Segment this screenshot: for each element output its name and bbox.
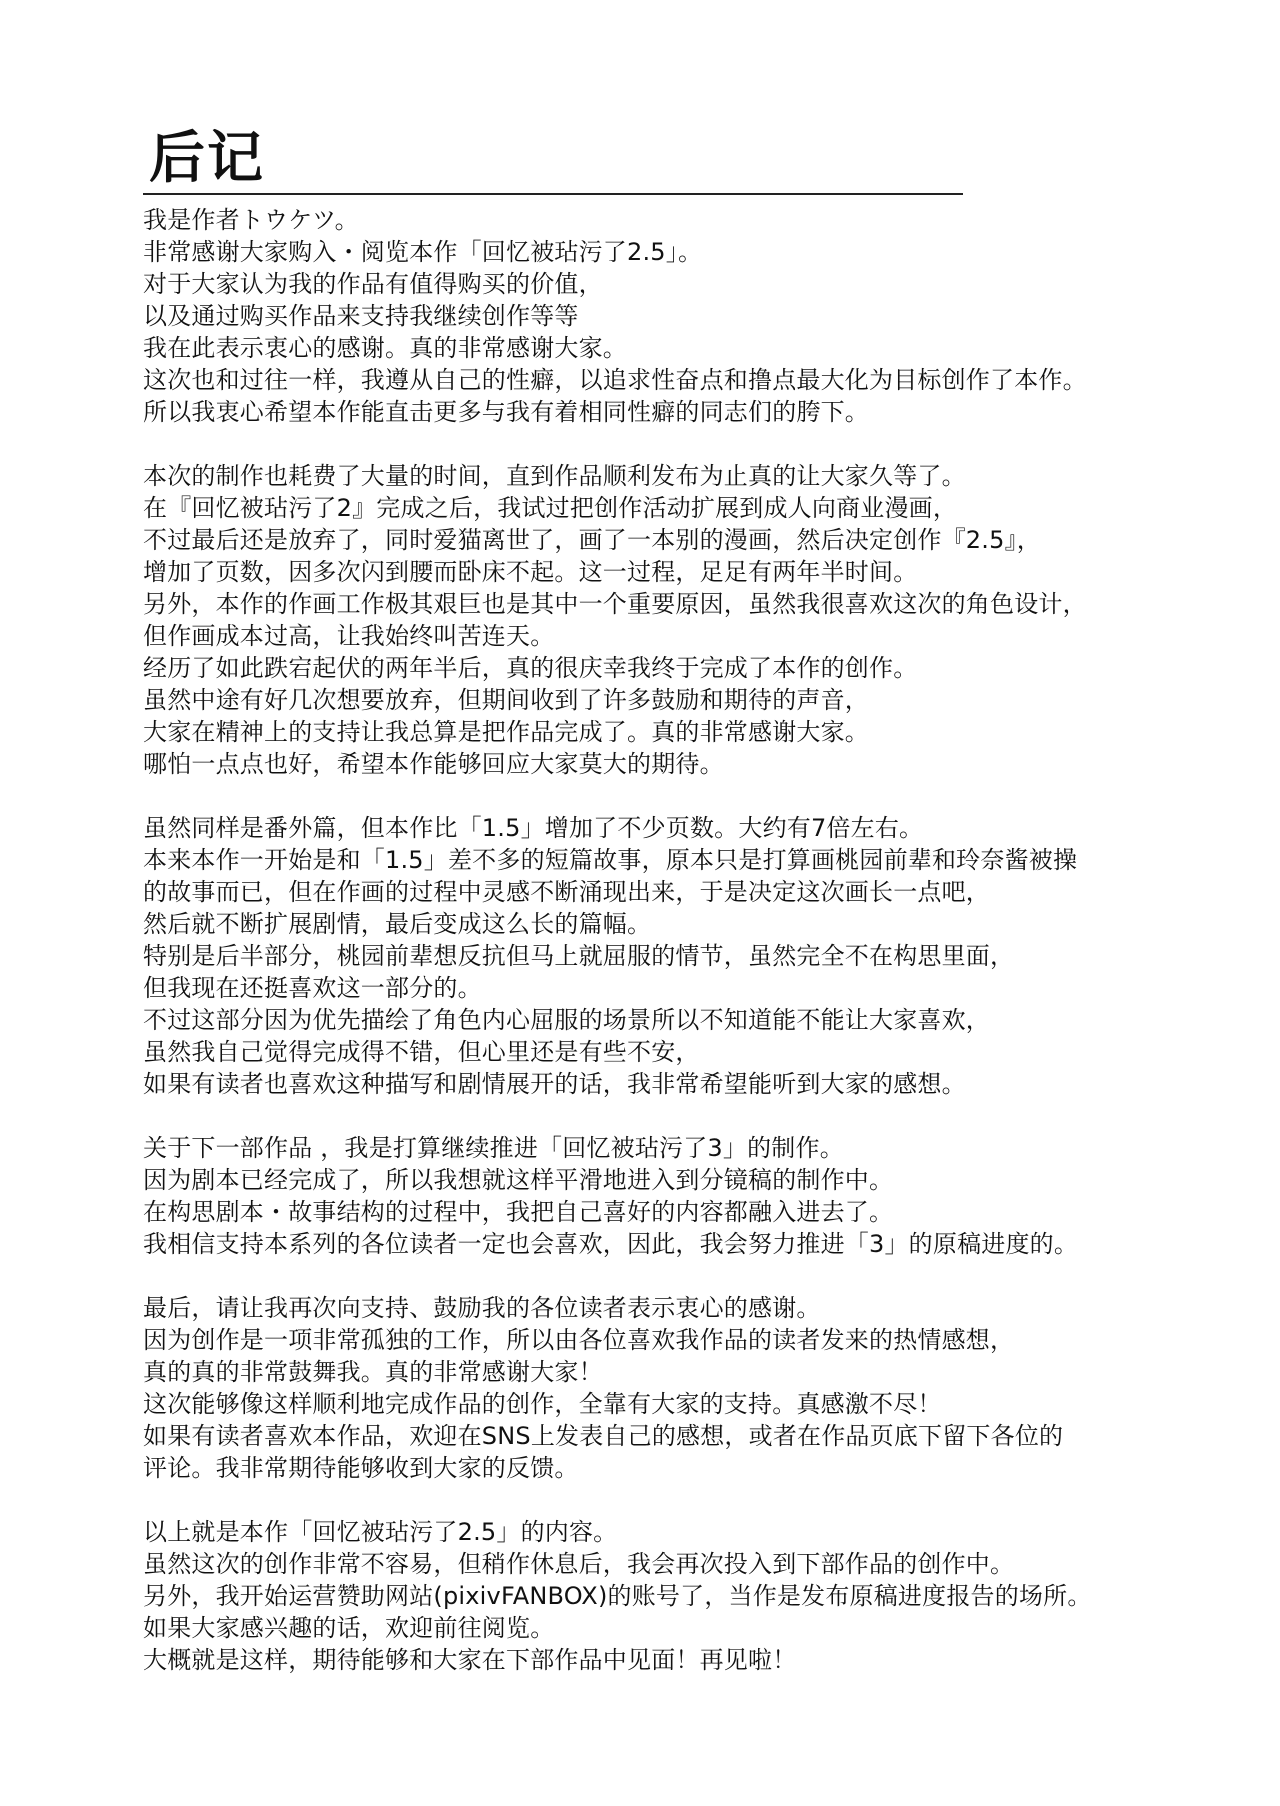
text-line: 不过这部分因为优先描绘了角色内心屈服的场景所以不知道能不能让大家喜欢，: [143, 1006, 990, 1034]
paragraph-2: [143, 460, 1223, 780]
text-line: 经历了如此跌宕起伏的两年半后，真的很庆幸我终于完成了本作的创作。: [143, 654, 918, 682]
text-line: 我在此表示衷心的感谢。真的非常感谢大家。: [143, 334, 627, 362]
page-title: 后记: [149, 126, 265, 191]
paragraph-3: [143, 812, 1223, 1100]
text-line: 评论。我非常期待能够收到大家的反馈。: [143, 1454, 579, 1482]
text-line: 以及通过购买作品来支持我继续创作等等: [143, 302, 579, 330]
text-line: 的故事而已，但在作画的过程中灵感不断涌现出来，于是决定这次画长一点吧，: [143, 878, 990, 906]
text-line: 大概就是这样，期待能够和大家在下部作品中见面！再见啦！: [143, 1646, 797, 1674]
text-line: 对于大家认为我的作品有值得购买的价值，: [143, 270, 603, 298]
text-line: 如果有读者喜欢本作品，欢迎在SNS上发表自己的感想，或者在作品页底下留下各位的: [143, 1422, 1064, 1450]
text-line: 但作画成本过高，让我始终叫苦连天。: [143, 622, 555, 650]
text-line: 虽然我自己觉得完成得不错，但心里还是有些不安，: [143, 1038, 700, 1066]
afterword-body: [143, 204, 1223, 1708]
title-underline: [143, 193, 963, 195]
paragraph-5: [143, 1292, 1223, 1484]
text-line: 大家在精神上的支持让我总算是把作品完成了。真的非常感谢大家。: [143, 718, 869, 746]
text-line: 这次能够像这样顺利地完成作品的创作，全靠有大家的支持。真感激不尽！: [143, 1390, 942, 1418]
text-line: 在『回忆被玷污了2』完成之后，我试过把创作活动扩展到成人向商业漫画，: [143, 494, 958, 522]
text-line: 关于下一部作品 ，我是打算继续推进「回忆被玷污了3」的制作。: [143, 1134, 844, 1162]
text-line: 如果大家感兴趣的话，欢迎前往阅览。: [143, 1614, 555, 1642]
text-line: 在构思剧本・故事结构的过程中，我把自己喜好的内容都融入进去了。: [143, 1198, 894, 1226]
text-line: 我是作者トウケツ。: [143, 206, 359, 234]
text-line: 因为剧本已经完成了，所以我想就这样平滑地进入到分镜稿的制作中。: [143, 1166, 894, 1194]
text-line: 增加了页数，因多次闪到腰而卧床不起。这一过程，足足有两年半时间。: [143, 558, 918, 586]
text-line: 最后，请让我再次向支持、鼓励我的各位读者表示衷心的感谢。: [143, 1294, 821, 1322]
text-line: 另外，本作的作画工作极其艰巨也是其中一个重要原因，虽然我很喜欢这次的角色设计，: [143, 590, 1087, 618]
text-line: 虽然中途有好几次想要放弃，但期间收到了许多鼓励和期待的声音，: [143, 686, 869, 714]
text-line: 不过最后还是放弃了，同时爱猫离世了，画了一本别的漫画，然后决定创作『2.5』，: [143, 526, 1041, 554]
text-line: 另外，我开始运营赞助网站(pixivFANBOX)的账号了，当作是发布原稿进度报告的场所。: [143, 1582, 1092, 1610]
text-line: 所以我衷心希望本作能直击更多与我有着相同性癖的同志们的胯下。: [143, 398, 869, 426]
text-line: 哪怕一点点也好，希望本作能够回应大家莫大的期待。: [143, 750, 724, 778]
text-line: 真的真的非常鼓舞我。真的非常感谢大家！: [143, 1358, 603, 1386]
text-line: 然后就不断扩展剧情，最后变成这么长的篇幅。: [143, 910, 652, 938]
text-line: 本来本作一开始是和「1.5」差不多的短篇故事，原本只是打算画桃园前辈和玲奈酱被操: [143, 846, 1078, 874]
text-line: 非常感谢大家购入・阅览本作「回忆被玷污了2.5」。: [143, 238, 703, 266]
text-line: 但我现在还挺喜欢这一部分的。: [143, 974, 482, 1002]
text-line: 以上就是本作「回忆被玷污了2.5」的内容。: [143, 1518, 618, 1546]
paragraph-1: [143, 204, 1223, 428]
text-line: 虽然这次的创作非常不容易，但稍作休息后，我会再次投入到下部作品的创作中。: [143, 1550, 1015, 1578]
paragraph-4: [143, 1132, 1223, 1260]
text-line: 这次也和过往一样，我遵从自己的性癖，以追求性奋点和撸点最大化为目标创作了本作。: [143, 366, 1087, 394]
text-line: 我相信支持本系列的各位读者一定也会喜欢，因此，我会努力推进「3」的原稿进度的。: [143, 1230, 1079, 1258]
text-line: 虽然同样是番外篇，但本作比「1.5」增加了不少页数。大约有7倍左右。: [143, 814, 924, 842]
text-line: 本次的制作也耗费了大量的时间，直到作品顺利发布为止真的让大家久等了。: [143, 462, 966, 490]
text-line: 因为创作是一项非常孤独的工作，所以由各位喜欢我作品的读者发来的热情感想，: [143, 1326, 1015, 1354]
text-line: 特别是后半部分，桃园前辈想反抗但马上就屈服的情节，虽然完全不在构思里面，: [143, 942, 1015, 970]
text-line: 如果有读者也喜欢这种描写和剧情展开的话，我非常希望能听到大家的感想。: [143, 1070, 966, 1098]
paragraph-6: [143, 1516, 1223, 1676]
